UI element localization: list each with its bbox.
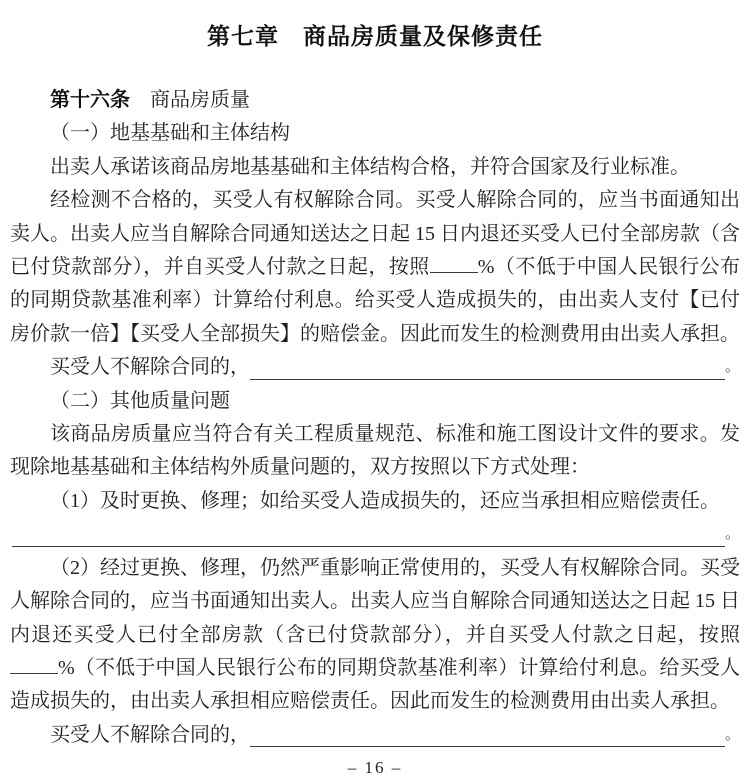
item-2-text-before-blank: （2）经过更换、修理，仍然严重影响正常使用的，买受人有权解除合同。买受人解除合同的，应当书面通知出卖人。出卖人应当自解除合同通知送达之日起 15 日内退还买受人已付全部房款（含已付贷款部分），并自买受人付款之日起，按照 <box>10 556 740 646</box>
item-1-blank-tail: 。 <box>724 526 740 543</box>
article-heading <box>10 84 740 117</box>
item-2-text-after-blank: %（不低于中国人民银行公布的同期贷款基准利率）计算给付利息。给买受人造成损失的，由出卖人承担相应赔偿责任。因此而发生的检测费用由出卖人承担。 <box>10 656 740 713</box>
paragraph-quality-standards: 该商品房质量应当符合有关工程质量规范、标准和施工图设计文件的要求。发现除地基基础和主体结构外质量问题的，双方按照以下方式处理： <box>10 423 740 479</box>
inspection-text-before-blank: 经检测不合格的，买受人有权解除合同。买受人解除合同的，应当书面通知出卖人。出卖人应当自解除合同通知送达之日起 15 日内退还买受人已付全部房款（含已付贷款部分），并自买受人付款之日起，按照 <box>10 189 740 279</box>
no-termination-tail-2: 。 <box>724 726 740 743</box>
blank-field-no-termination-2 <box>250 746 725 747</box>
paragraph-item-2 <box>10 552 740 719</box>
page-number: – 16 – <box>347 758 403 778</box>
no-termination-tail-1: 。 <box>724 359 740 376</box>
article-title: 商品房质量 <box>150 89 250 111</box>
section-one-heading: （一）地基基础和主体结构 <box>50 122 290 145</box>
blank-field-no-termination-1 <box>250 379 725 380</box>
fill-line-no-termination-2 <box>10 719 740 752</box>
article-label: 第十六条 <box>50 89 130 111</box>
paragraph-inspection-failure <box>10 184 740 351</box>
paragraph-item-1: （1）及时更换、修理；如给买受人造成损失的，还应当承担相应赔偿责任。 <box>50 489 720 512</box>
blank-field-item-1 <box>12 546 725 547</box>
inspection-text-after-blank: %（不低于中国人民银行公布的同期贷款基准利率）计算给付利息。给买受人造成损失的，由出卖人支付【已付房价款一倍】【买受人全部损失】的赔偿金。因此而发生的检测费用由出卖人承担。 <box>10 256 740 345</box>
section-two-heading: （二）其他质量问题 <box>50 389 230 412</box>
blank-field-interest-rate-2 <box>10 673 58 674</box>
no-termination-lead-1: 买受人不解除合同的， <box>50 356 250 379</box>
chapter-title: 第七章 商品房质量及保修责任 <box>207 23 543 49</box>
fill-line-item-1-blank <box>10 518 740 551</box>
blank-field-interest-rate-1 <box>430 272 478 273</box>
no-termination-lead-2: 买受人不解除合同的， <box>50 723 250 746</box>
paragraph-seller-promise: 出卖人承诺该商品房地基基础和主体结构合格，并符合国家及行业标准。 <box>50 155 690 178</box>
document-body <box>10 84 740 752</box>
fill-line-no-termination-1 <box>10 351 740 384</box>
